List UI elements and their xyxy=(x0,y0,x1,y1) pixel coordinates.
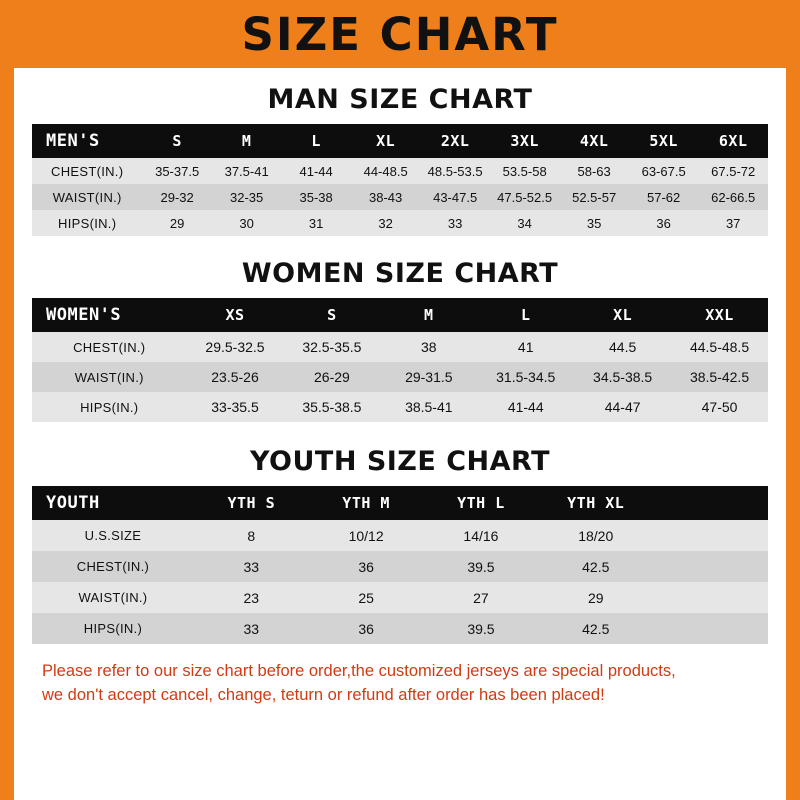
women-col-header-2: S xyxy=(327,306,337,324)
table-cell: 41-44 xyxy=(507,399,544,415)
table-cell: 47.5-52.5 xyxy=(497,189,553,205)
table-cell: 63-67.5 xyxy=(641,163,686,179)
table-row xyxy=(32,392,768,422)
table-header-row xyxy=(32,124,768,158)
table-cell: 32 xyxy=(378,215,393,231)
table-header-row xyxy=(32,298,768,332)
table-cell: 23 xyxy=(243,589,260,606)
footnote xyxy=(42,660,758,708)
section-title-women: WOMEN SIZE CHART xyxy=(241,258,559,289)
table-cell: 33-35.5 xyxy=(211,399,259,415)
table-cell: 38-43 xyxy=(369,189,403,205)
table-cell: 48.5-53.5 xyxy=(427,163,483,179)
table-cell: 38.5-41 xyxy=(405,399,453,415)
table-row xyxy=(32,520,768,551)
table-cell: 18/20 xyxy=(578,527,614,544)
table-cell: 44-48.5 xyxy=(363,163,408,179)
man-size-table xyxy=(32,124,768,236)
man-col-header-1: S xyxy=(172,132,182,150)
footnote-line-1: Please refer to our size chart before order,the customized jerseys are special products, xyxy=(42,662,676,680)
section-title-man: MAN SIZE CHART xyxy=(267,84,533,115)
table-cell: 35 xyxy=(586,215,602,231)
table-cell: 33 xyxy=(243,620,260,637)
youth-col-header-0: YOUTH xyxy=(46,493,100,513)
footnote-line-2: we don't accept cancel, change, teturn or refund after order has been placed! xyxy=(42,685,605,704)
table-cell: 35-38 xyxy=(299,189,333,205)
table-row xyxy=(32,551,768,582)
women-size-table xyxy=(32,298,768,422)
women-col-header-3: M xyxy=(424,306,434,324)
women-row-label-waist: WAIST(IN.) xyxy=(74,369,144,385)
table-cell: 29 xyxy=(587,589,604,606)
table-cell: 36 xyxy=(358,620,374,637)
table-cell: 23.5-26 xyxy=(211,369,259,385)
women-col-header-1: XS xyxy=(225,306,245,324)
section-title-youth: YOUTH SIZE CHART xyxy=(249,446,551,477)
table-cell: 38 xyxy=(421,339,437,355)
table-cell: 41-44 xyxy=(299,163,333,179)
table-cell: 42.5 xyxy=(582,558,610,575)
man-row-label-waist: WAIST(IN.) xyxy=(52,189,122,205)
table-cell: 52.5-57 xyxy=(572,189,617,205)
table-cell: 58-63 xyxy=(577,163,611,179)
youth-table-body xyxy=(32,520,768,644)
table-row xyxy=(32,158,768,184)
man-table-body xyxy=(32,158,768,236)
page-content xyxy=(14,84,786,708)
table-cell: 44.5 xyxy=(609,339,637,355)
table-cell: 39.5 xyxy=(467,620,495,637)
table-cell-blank xyxy=(653,613,768,644)
table-row xyxy=(32,210,768,236)
table-cell: 29.5-32.5 xyxy=(205,339,265,355)
table-cell: 30 xyxy=(239,215,254,231)
table-cell: 36 xyxy=(358,558,374,575)
youth-row-label-chest: CHEST(IN.) xyxy=(76,559,150,574)
women-row-label-hips: HIPS(IN.) xyxy=(80,399,139,415)
table-cell: 41 xyxy=(517,339,534,355)
table-cell: 33 xyxy=(243,558,260,575)
youth-col-header-1: YTH S xyxy=(227,494,276,512)
women-col-header-4: L xyxy=(520,306,531,324)
women-row-label-chest: CHEST(IN.) xyxy=(73,339,146,355)
table-cell: 32-35 xyxy=(230,189,264,205)
table-cell: 26-29 xyxy=(314,369,350,385)
table-cell: 29-31.5 xyxy=(405,369,453,385)
man-row-label-hips: HIPS(IN.) xyxy=(58,215,117,231)
table-row xyxy=(32,184,768,210)
table-cell: 34.5-38.5 xyxy=(593,369,653,385)
table-cell: 53.5-58 xyxy=(502,163,547,179)
man-col-header-0: MEN'S xyxy=(46,131,100,151)
man-col-header-7: 4XL xyxy=(579,132,609,150)
table-cell: 14/16 xyxy=(463,527,499,544)
table-cell: 32.5-35.5 xyxy=(302,339,362,355)
table-cell: 47-50 xyxy=(701,399,738,415)
man-col-header-8: 5XL xyxy=(649,132,678,150)
table-cell: 42.5 xyxy=(582,620,610,637)
table-row xyxy=(32,582,768,613)
table-row xyxy=(32,332,768,362)
man-col-header-3: L xyxy=(311,132,321,150)
youth-col-header-4: YTH XL xyxy=(567,494,625,512)
women-table-header xyxy=(32,298,768,332)
man-col-header-9: 6XL xyxy=(718,132,748,150)
table-cell: 31.5-34.5 xyxy=(496,369,556,385)
table-cell: 10/12 xyxy=(348,527,384,544)
youth-col-header-2: YTH M xyxy=(342,494,390,512)
man-col-header-6: 3XL xyxy=(510,132,539,150)
youth-row-label-hips: HIPS(IN.) xyxy=(83,621,143,636)
women-col-header-6: XXL xyxy=(705,306,734,324)
youth-col-header-blank xyxy=(653,486,768,520)
table-row xyxy=(32,613,768,644)
youth-row-label-ussize: U.S.SIZE xyxy=(84,528,142,543)
table-cell: 36 xyxy=(656,215,671,231)
table-row xyxy=(32,362,768,392)
section-women xyxy=(32,258,768,422)
man-row-label-chest: CHEST(IN.) xyxy=(51,163,124,179)
table-cell: 31 xyxy=(308,215,324,231)
table-cell: 37 xyxy=(725,215,741,231)
table-cell: 67.5-72 xyxy=(711,163,756,179)
table-cell: 29-32 xyxy=(160,189,194,205)
table-cell: 44-47 xyxy=(604,399,641,415)
table-cell: 29 xyxy=(169,215,185,231)
man-col-header-4: XL xyxy=(376,132,396,150)
table-cell: 25 xyxy=(358,589,374,606)
youth-row-label-waist: WAIST(IN.) xyxy=(78,590,148,605)
table-cell-blank xyxy=(653,520,768,551)
women-col-header-5: XL xyxy=(613,306,633,324)
table-cell: 35.5-38.5 xyxy=(302,399,362,415)
table-header-row xyxy=(32,486,768,520)
table-cell: 44.5-48.5 xyxy=(689,339,750,355)
page-title: SIZE CHART xyxy=(241,7,559,61)
table-cell-blank xyxy=(653,582,768,613)
man-col-header-2: M xyxy=(241,132,252,150)
youth-col-header-3: YTH L xyxy=(457,494,505,512)
table-cell: 35-37.5 xyxy=(155,163,200,179)
youth-table-header xyxy=(32,486,768,520)
table-cell: 39.5 xyxy=(467,558,495,575)
table-cell: 57-62 xyxy=(647,189,681,205)
table-cell: 34 xyxy=(517,215,532,231)
women-col-header-0: WOMEN'S xyxy=(46,305,122,325)
table-cell: 38.5-42.5 xyxy=(689,369,750,385)
table-cell: 43-47.5 xyxy=(433,189,478,205)
table-cell: 62-66.5 xyxy=(711,189,756,205)
table-cell: 8 xyxy=(247,527,256,544)
women-table-body xyxy=(32,332,768,422)
table-cell: 33 xyxy=(447,215,463,231)
table-cell: 37.5-41 xyxy=(224,163,269,179)
section-youth xyxy=(32,446,768,644)
youth-size-table xyxy=(32,486,768,644)
table-cell-blank xyxy=(653,551,768,582)
page-header-banner xyxy=(0,0,800,68)
section-man xyxy=(32,84,768,236)
man-col-header-5: 2XL xyxy=(440,132,470,150)
man-table-header xyxy=(32,124,768,158)
table-cell: 27 xyxy=(473,589,489,606)
